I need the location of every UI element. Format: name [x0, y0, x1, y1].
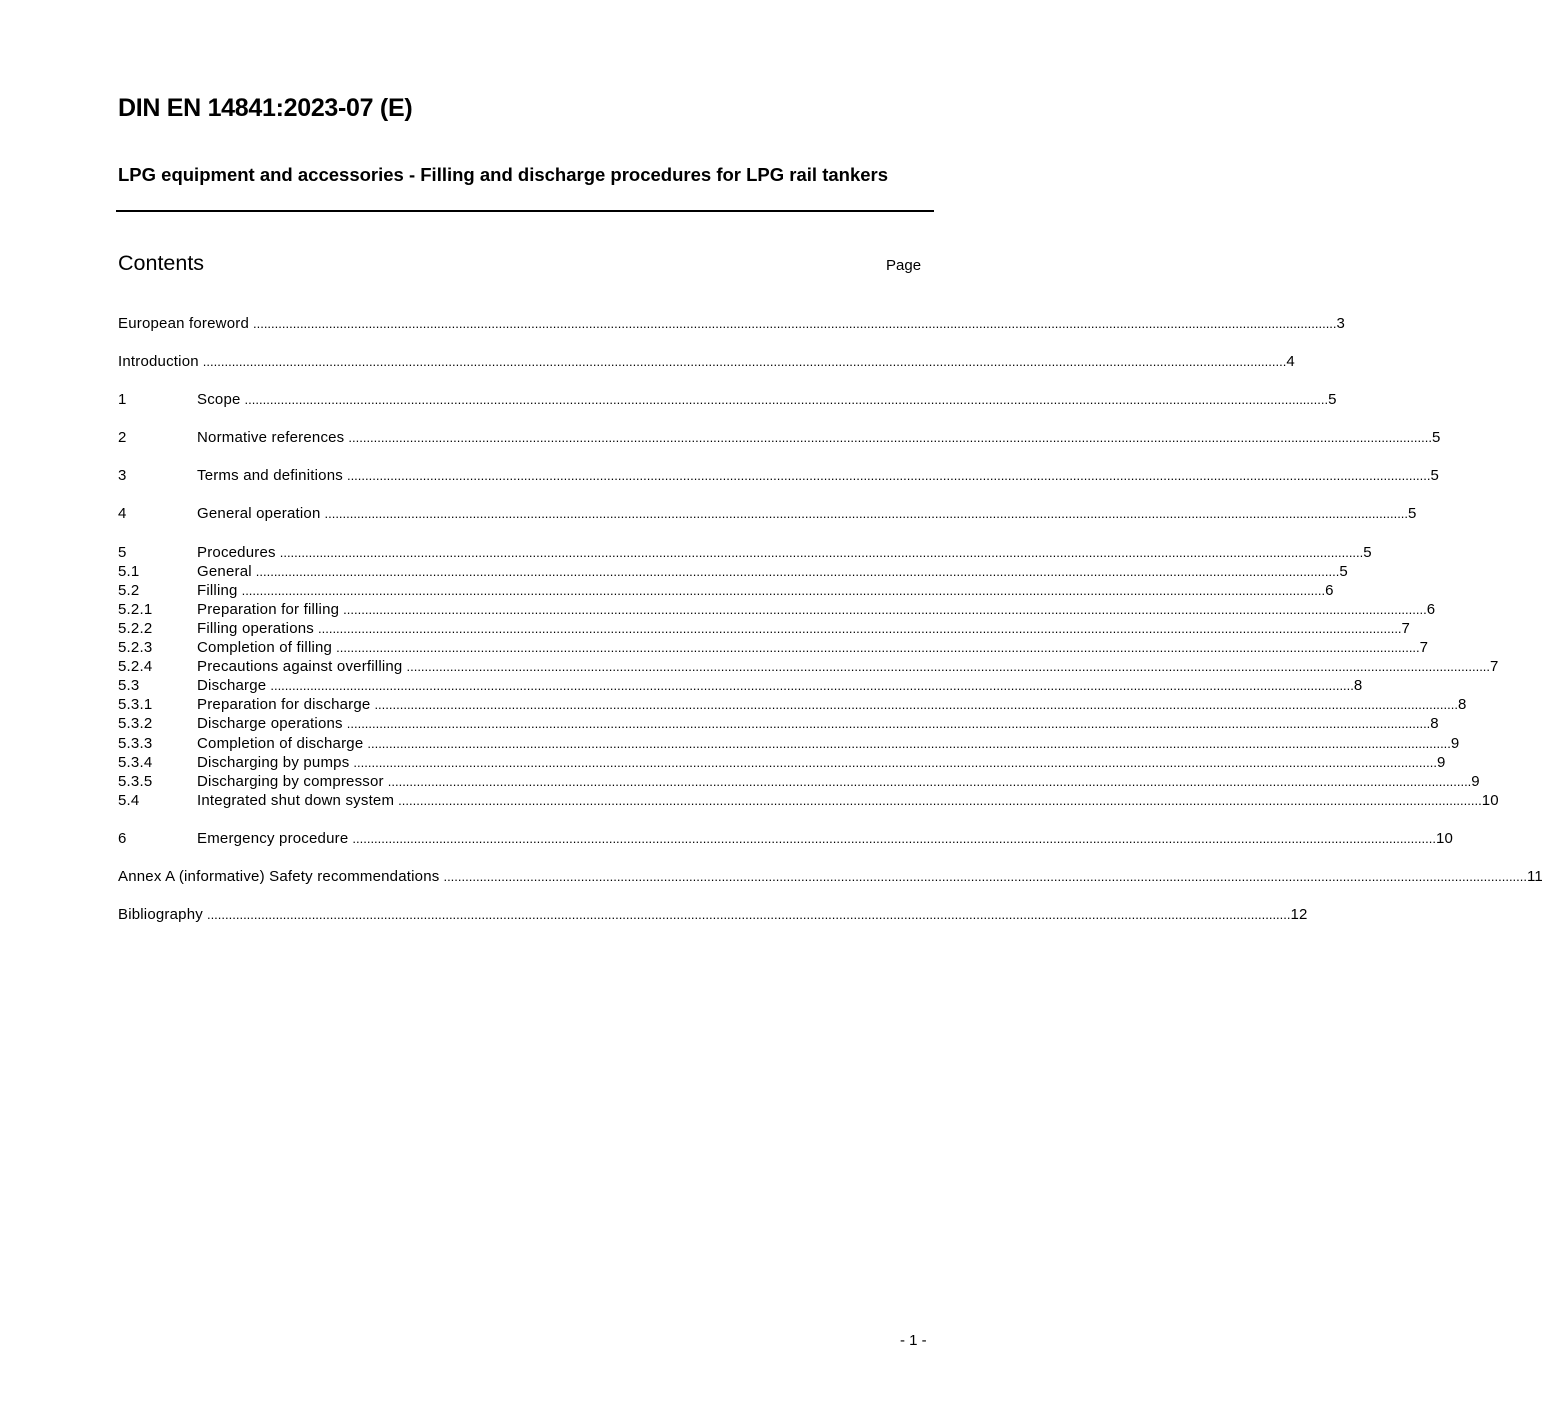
toc-entry-number: 6: [118, 829, 127, 847]
toc-entry-number: 3: [118, 467, 127, 485]
toc-entry[interactable]: [118, 695, 1467, 714]
toc-entry-number: 1: [118, 391, 127, 409]
toc-dot-leader: ............................................................................................................................................................................................................................................................................................................: [343, 601, 1427, 617]
toc-entry[interactable]: [118, 352, 1295, 371]
toc-entry-number: 5.3.3: [118, 734, 153, 752]
toc-entry[interactable]: [118, 600, 1436, 619]
toc-entry[interactable]: [118, 753, 1446, 772]
toc-entry-title: Discharge operations: [197, 715, 343, 733]
toc-entry-title: General: [197, 562, 252, 580]
toc-entry-page: 9: [1450, 734, 1460, 752]
toc-entry-title: Bibliography: [118, 906, 203, 924]
toc-dot-leader: ............................................................................................................................................................................................................................................................................................................: [443, 868, 1527, 884]
toc-entry-title: Preparation for filling: [197, 600, 340, 618]
toc-entry[interactable]: [118, 829, 1454, 848]
toc-dot-leader: ............................................................................................................................................................................................................................................................................................................: [352, 830, 1436, 846]
toc-dot-leader: ............................................................................................................................................................................................................................................................................................................: [387, 773, 1472, 789]
toc-entry[interactable]: [118, 428, 1441, 447]
toc-entry-title: Integrated shut down system: [197, 791, 395, 809]
footer-page-number: - 1 -: [900, 1332, 927, 1349]
toc-entry-number: 5.3: [118, 677, 140, 695]
toc-dot-leader: ............................................................................................................................................................................................................................................................................................................: [348, 430, 1432, 446]
toc-entry-page: 12: [1290, 906, 1308, 924]
toc-entry-number: 5.1: [118, 562, 140, 580]
toc-entry-title: Scope: [197, 391, 241, 409]
toc-entry-page: 8: [1430, 715, 1439, 733]
toc-entry-page: 5: [1339, 562, 1348, 580]
toc-entry-number: 5.3.2: [118, 715, 153, 733]
toc-dot-leader: ............................................................................................................................................................................................................................................................................................................: [336, 640, 1420, 656]
toc-entry[interactable]: [118, 714, 1439, 733]
toc-entry-title: Annex A (informative) Safety recommendations: [118, 867, 440, 885]
toc-entry[interactable]: [118, 791, 1499, 810]
toc-dot-leader: ............................................................................................................................................................................................................................................................................................................: [252, 316, 1337, 331]
page-column-label: Page: [886, 257, 922, 274]
toc-entry-title: Discharging by pumps: [197, 753, 350, 771]
toc-dot-leader: ............................................................................................................................................................................................................................................................................................................: [353, 754, 1437, 770]
toc-entry-title: Terms and definitions: [197, 467, 343, 485]
toc-entry-title: Preparation for discharge: [197, 696, 371, 714]
toc-entry[interactable]: [118, 504, 1417, 523]
toc-entry-number: 4: [118, 505, 127, 523]
toc-entry-page: 9: [1471, 772, 1480, 790]
toc-entry-number: 5.3.1: [118, 696, 153, 714]
toc-entry-title: Introduction: [118, 353, 199, 371]
toc-entry-number: 5.3.5: [118, 772, 153, 790]
toc-entry-title: Discharge: [197, 677, 267, 695]
toc-entry-title: Completion of filling: [197, 639, 333, 657]
toc-entry-page: 6: [1426, 600, 1436, 618]
toc-entry-page: 7: [1490, 658, 1499, 676]
toc-dot-leader: ............................................................................................................................................................................................................................................................................................................: [318, 620, 1402, 636]
toc-entry-number: 5.2.3: [118, 639, 153, 657]
toc-entry[interactable]: [118, 867, 1543, 886]
toc-entry-page: 10: [1435, 829, 1454, 847]
toc-entry-page: 5: [1363, 543, 1372, 561]
toc-entry-page: 7: [1401, 619, 1411, 637]
toc-entry-page: 5: [1328, 391, 1337, 409]
toc-entry[interactable]: [118, 676, 1363, 695]
toc-entry-title: Emergency procedure: [197, 829, 349, 847]
toc-entry[interactable]: [118, 314, 1346, 333]
toc-entry-title: Discharging by compressor: [197, 772, 384, 790]
toc-dot-leader: ............................................................................................................................................................................................................................................................................................................: [279, 544, 1364, 560]
toc-entry[interactable]: [118, 466, 1440, 485]
toc-entry-page: 9: [1436, 753, 1446, 771]
toc-entry[interactable]: [118, 734, 1460, 753]
toc-entry-page: 5: [1430, 467, 1440, 485]
toc-entry-title: General operation: [197, 505, 321, 523]
toc-dot-leader: ............................................................................................................................................................................................................................................................................................................: [244, 392, 1329, 408]
toc-entry[interactable]: [118, 772, 1480, 791]
toc-dot-leader: ............................................................................................................................................................................................................................................................................................................: [406, 659, 1491, 675]
toc-entry-page: 10: [1481, 791, 1499, 809]
toc-entry-page: 5: [1408, 505, 1417, 523]
title-divider: [116, 210, 934, 212]
table-of-contents: [118, 314, 1543, 924]
toc-dot-leader: ............................................................................................................................................................................................................................................................................................................: [270, 678, 1354, 694]
toc-dot-leader: ............................................................................................................................................................................................................................................................................................................: [202, 354, 1287, 370]
toc-entry[interactable]: [118, 543, 1372, 562]
toc-entry-number: 5.3.4: [118, 753, 153, 771]
toc-dot-leader: ............................................................................................................................................................................................................................................................................................................: [324, 506, 1409, 522]
toc-entry-page: 7: [1419, 639, 1429, 657]
toc-entry-page: 3: [1336, 315, 1346, 332]
toc-entry-page: 5: [1431, 429, 1441, 447]
toc-entry[interactable]: [118, 581, 1334, 600]
toc-entry[interactable]: [118, 638, 1429, 657]
toc-dot-leader: ............................................................................................................................................................................................................................................................................................................: [255, 563, 1340, 579]
toc-entry-page: 6: [1325, 581, 1334, 599]
toc-entry-title: Precautions against overfilling: [197, 658, 403, 676]
toc-entry-number: 5.2.2: [118, 619, 153, 637]
toc-dot-leader: ............................................................................................................................................................................................................................................................................................................: [346, 468, 1431, 484]
toc-entry-number: 5: [118, 543, 127, 561]
toc-dot-leader: ............................................................................................................................................................................................................................................................................................................: [206, 907, 1291, 923]
toc-entry-number: 2: [118, 429, 127, 447]
toc-entry-number: 5.2: [118, 581, 140, 599]
toc-entry-title: Filling: [197, 581, 238, 599]
toc-entry-title: Normative references: [197, 429, 345, 447]
toc-entry[interactable]: [118, 657, 1499, 676]
toc-entry-page: 4: [1286, 353, 1295, 371]
toc-entry-title: Completion of discharge: [197, 734, 364, 752]
contents-heading: Contents: [118, 251, 205, 275]
document-title: LPG equipment and accessories - Filling and discharge procedures for LPG rail tankers: [118, 164, 889, 185]
toc-entry-page: 8: [1353, 677, 1363, 695]
toc-dot-leader: ............................................................................................................................................................................................................................................................................................................: [346, 716, 1431, 732]
toc-entry-page: 11: [1527, 867, 1543, 885]
document-id: DIN EN 14841:2023-07 (E): [118, 94, 413, 122]
toc-entry-title: European foreword: [118, 315, 249, 332]
toc-entry-title: Filling operations: [197, 619, 314, 637]
toc-dot-leader: ............................................................................................................................................................................................................................................................................................................: [374, 697, 1458, 713]
toc-entry[interactable]: [118, 619, 1411, 638]
toc-dot-leader: ............................................................................................................................................................................................................................................................................................................: [398, 792, 1482, 808]
toc-entry-number: 5.4: [118, 791, 140, 809]
toc-entry-title: Procedures: [197, 543, 276, 561]
toc-entry[interactable]: [118, 390, 1337, 409]
toc-entry[interactable]: [118, 905, 1308, 924]
toc-entry-number: 5.2.4: [118, 658, 153, 676]
toc-entry-number: 5.2.1: [118, 600, 153, 618]
toc-entry[interactable]: [118, 562, 1348, 581]
toc-dot-leader: ............................................................................................................................................................................................................................................................................................................: [241, 582, 1326, 598]
toc-entry-page: 8: [1457, 696, 1467, 714]
toc-dot-leader: ............................................................................................................................................................................................................................................................................................................: [367, 735, 1451, 751]
